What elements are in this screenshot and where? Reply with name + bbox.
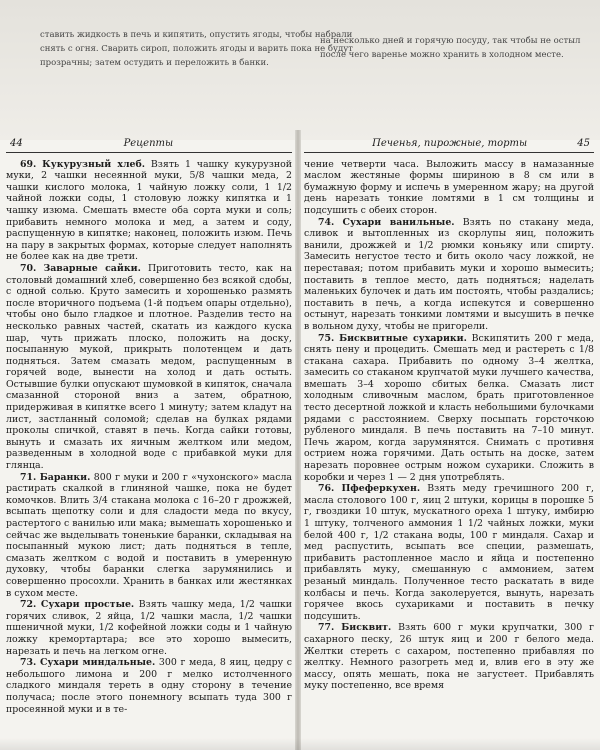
recipe-title: Сухари простые. (40, 599, 135, 611)
recipe-70 (6, 263, 292, 472)
recipe-text: Взять чашку меда, 1/2 чашки горячих сливок, 2 яйца, 1/2 чашки масла, 1/2 чашки пшеничной муки, 1/2 кофейной ложки соды и 1 чайную ложку кремортартара; все это хорошо вымесить, нарезать и печь на легком огне. (6, 599, 293, 657)
left-page (6, 138, 292, 715)
recipe-number: 76. (318, 483, 335, 495)
recipe-number: 73. (20, 657, 37, 669)
recipe-title: Заварные сайки. (43, 262, 141, 274)
recipe-number: 75. (318, 332, 335, 344)
recipe-text: 300 г меда, 8 яиц, цедру с небольшого лимона и 200 г мелко истолченного сладкого миндаля тереть в одну сторону в течение получаса; после этого понемногу всыпать туда 300 г просеянной муки и в те- (6, 657, 292, 715)
recipe-text: Вскипятить 200 г меда, снять пену и процедить. Смешать мед и растереть с 1/8 стакана сахара. Прибавить по одному 3–4 желтка, замесить со стаканом крупчатой муки лучшего качества, вмешать 3–4 хорошо сбитых белка. Смазать лист холодным сливочным маслом, брать приготовленное тесто десертной ложкой и класть небольшими булочками рядами с расстоянием. Сверху посыпать горсточкою рубленого миндаля. В печь поставить на 7–10 минут. Печь жаром, когда зарумянятся. Снимать с противня острием ножа горячими. Дать остыть на доске, затем нарезать поровнее острым ножом сухарики. Сложить в коробки и через 1 — 2 дня употреблять. (304, 332, 595, 483)
recipe-77 (304, 622, 594, 692)
previous-text-line: ставить жидкость в печь и кипятить, опустить ягоды, чтобы набрали (40, 30, 353, 40)
left-running-head (6, 138, 292, 153)
recipe-text: Взять 600 г муки крупчатки, 300 г сахарного песку, 26 штук яиц и 200 г белого меда. Желтки стереть с сахаром, постепенно прибавляя по желтку. Немного разогреть мед и, влив его в эту же массу, опять мешать, пока не загустеет. Прибавлять муку постепенно, все время (304, 622, 595, 692)
book-gutter (295, 130, 301, 750)
previous-text-line: прозрачны; затем остудить и переложить в банки. (40, 58, 269, 68)
recipe-text: Взять 1 чашку кукурузной муки, 2 чашки несеянной муки, 5/8 чашки меда, 2 чашки кислого молока, 1 чайную ложку соли, 1 1/2 чайной ложки соды, 1 столовую ложку кипятка и 1 чашку изюма. Смешать вместе оба сорта муки и соль; прибавить немного молока и мед, а затем и соду, распущенную в кипятке; наконец, положить изюм. Печь на пару в закрытых формах, которые следует наполнять не более как на две трети. (6, 158, 293, 263)
recipe-title: Баранки. (39, 471, 91, 483)
recipe-title: Бисквитные сухарики. (339, 332, 467, 344)
recipe-number: 77. (318, 622, 335, 634)
recipe-74 (304, 217, 594, 333)
recipe-text: Приготовить тесто, как на столовый домашний хлеб, совершенно без всякой сдобы, с одной солью. Круто замесить и хорошенько размять после вторичного подъема (1-й подъем опары отдельно), чтобы оно было гладкое и плотное. Разделив тесто на несколько равных частей, скатать из каждого куска шар, чуть прижать плоско, положить на доску, посыпанную мукой, прикрыть полотенцем и дать подняться. Затем смазать медом, распущенным в горячей воде, вынести на холод и дать остыть. Остывшие булки опускают шумовкой в кипяток, сначала смазанной стороной вниз а затем, обратною, придерживая в кипятке всего 1 минуту; затем кладут на лист, застланный соломой; сделав на булках рядами проколы спичкой, ставят в печь. Когда сайки готовы, вынуть и смазать их яичным желтком или медом, разведенным в холодной воде с прибавкой муки для глянца. (6, 262, 292, 472)
recipe-title: Сухари миндальные. (39, 657, 156, 669)
right-running-head (304, 138, 594, 153)
recipe-73-continuation: чение четверти часа. Выложить массу в намазанные маслом жестяные формы шириною в 8 см или в бумажную форму и испечь в умеренном жару; на другой день нарезать тонкие ломтями в 1 см толщины и подсушить с обеих сторон. (304, 158, 594, 216)
recipe-number: 72. (20, 599, 37, 611)
recipe-76 (304, 483, 594, 622)
previous-page-area (0, 0, 600, 140)
recipe-71 (6, 472, 292, 600)
recipe-69 (6, 159, 292, 263)
recipe-number: 70. (20, 262, 37, 274)
recipe-number: 74. (318, 216, 335, 228)
recipe-text: 800 г муки и 200 г «чухонского» масла растирать скалкой в глиняной чашке, пока не будет комочков. Влить 3/4 стакана молока с 16–20 г дрожжей, всыпать щепотку соли и для сладости меда по вкусу, растертого с ванилью или мака; вымешать хорошенько и сейчас же выделывать тоненькие баранки, складывая на посыпанный мукою лист; дать подняться в тепле, смазать желтком с водой и поставить в умеренную духовку, чтобы баранки слегка зарумянились и совершенно просохли. Хранить в банках или жестянках в сухом месте. (6, 471, 293, 599)
previous-text-line: на несколько дней и горячую посуду, так чтобы не остыл (320, 36, 581, 46)
previous-text-line: после чего варенье можно хранить в холодном месте. (320, 50, 564, 60)
page-number: 45 (577, 138, 590, 149)
recipe-title: Бисквит. (341, 622, 392, 634)
recipe-number: 71. (20, 471, 37, 483)
recipe-73 (6, 657, 292, 715)
page-number: 44 (10, 138, 23, 149)
recipe-75 (304, 333, 594, 484)
recipe-number: 69. (20, 158, 37, 170)
previous-text-line: снять с огня. Сварить сироп, положить ягоды и варить пока не будут (40, 44, 353, 54)
page-bottom-shadow (0, 738, 600, 750)
recipe-text: Взять меду гречишного 200 г, масла столового 100 г, яиц 2 штуки, корицы в порошке 5 г, гвоздики 10 штук, мускатного ореха 1 штуку, имбирю 1 штуку, толченого аммония 1 1/2 чайных ложки, муки белой 400 г, 1/2 стакана воды, 100 г миндаля. Сахар и мед распустить, всыпать все специи, размешать, прибавить растопленное масло и яйца и постепенно прибавлять муку, смешанную с аммонием, затем резаный миндаль. Полученное тесто раскатать в виде колбасы и печь. Когда заколеруется, вынуть, нарезать горячее вкось сухариками и поставить в печку подсушить. (304, 483, 595, 622)
running-head-title: Рецепты (123, 138, 174, 149)
right-page (304, 138, 594, 692)
running-head-title: Печенья, пирожные, торты (372, 138, 528, 149)
recipe-text: Взять по стакану меда, сливок и вытопленных из скорлупы яиц, положить ванили, дрожжей и 1/2 рюмки коньяку или спирту. Замесить негустое тесто и бить около часу ложкой, не переставая; потом прибавить муки и хорошо вымесить; поставить в теплое место, дать подняться; наделать маленьких булочек и дать им постоять, чтобы раздались; поставить в печь, а когда испекутся и совершенно остынут, нарезать тонкими ломтями и высушить в печке в вольном духу, чтобы не пригорели. (304, 216, 595, 332)
recipe-72 (6, 599, 292, 657)
recipe-title: Кукурузный хлеб. (42, 158, 146, 170)
recipe-title: Пфеферкухен. (341, 483, 421, 495)
recipe-title: Сухари ванильные. (342, 216, 455, 228)
